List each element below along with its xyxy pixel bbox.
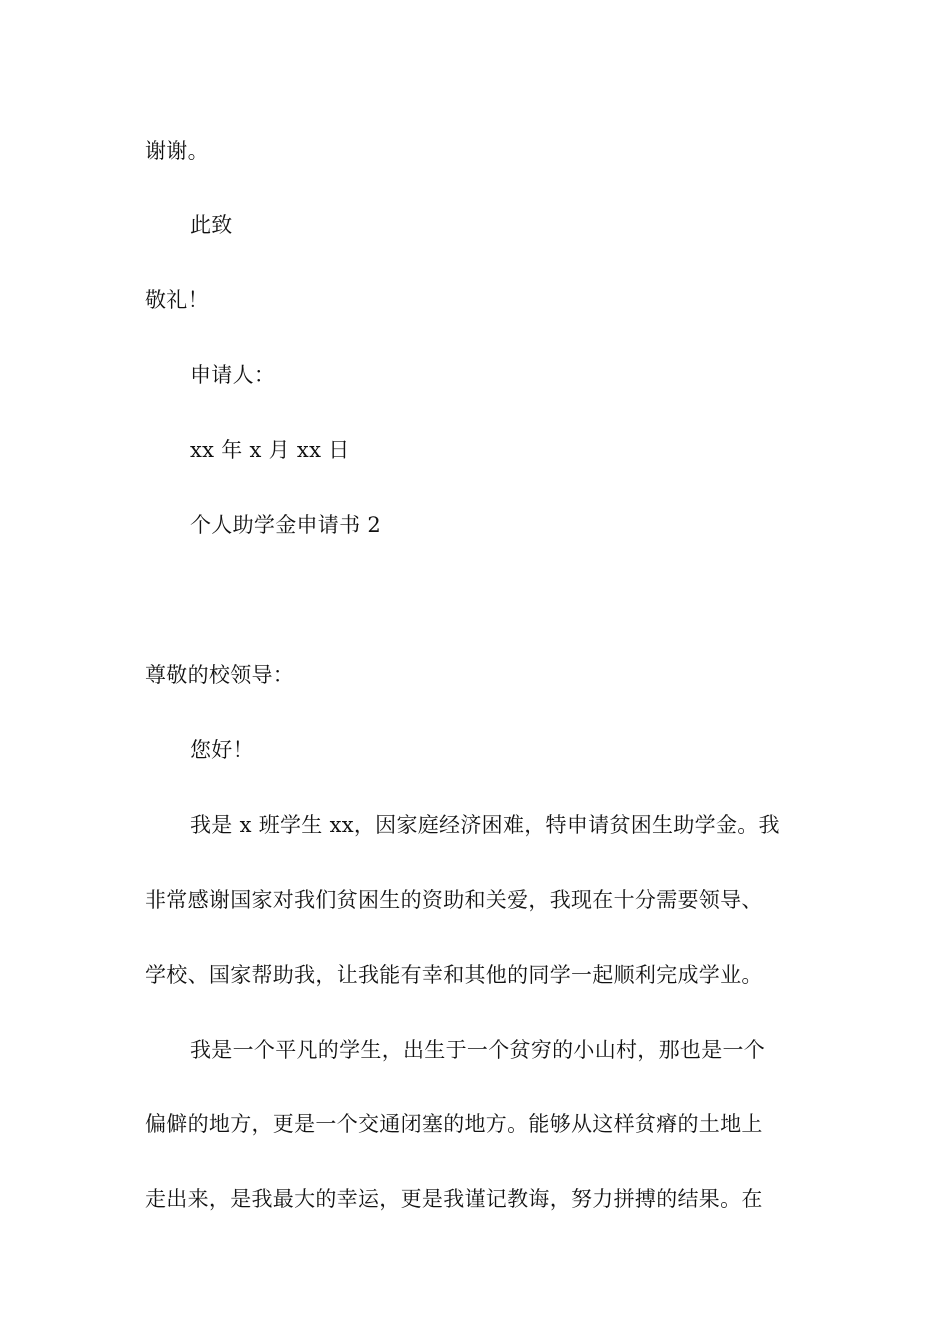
text-line-salute: 敬礼！ [145,288,209,312]
text-line-applicant: 申请人： [190,363,276,387]
text-line-greeting-recipient: 尊敬的校领导： [145,663,295,687]
text-line-closing: 此致 [190,213,233,237]
section-title: 个人助学金申请书 2 [190,513,382,537]
text-line-paragraph2-1: 我是一个平凡的学生，出生于一个贫穷的小山村，那也是一个 [190,1038,766,1062]
text-line-date: xx 年 x 月 xx 日 [190,438,350,462]
text-line-paragraph1-1: 我是 x 班学生 xx，因家庭经济困难，特申请贫困生助学金。我 [190,813,780,837]
text-line-paragraph2-3: 走出来，是我最大的幸运，更是我谨记教诲，努力拼搏的结果。在 [145,1187,763,1211]
text-line-thanks: 谢谢。 [145,139,209,163]
text-line-hello: 您好！ [190,738,254,762]
text-line-paragraph2-2: 偏僻的地方，更是一个交通闭塞的地方。能够从这样贫瘠的土地上 [145,1112,763,1136]
text-line-paragraph1-3: 学校、国家帮助我，让我能有幸和其他的同学一起顺利完成学业。 [145,963,763,987]
text-line-paragraph1-2: 非常感谢国家对我们贫困生的资助和关爱，我现在十分需要领导、 [145,888,763,912]
